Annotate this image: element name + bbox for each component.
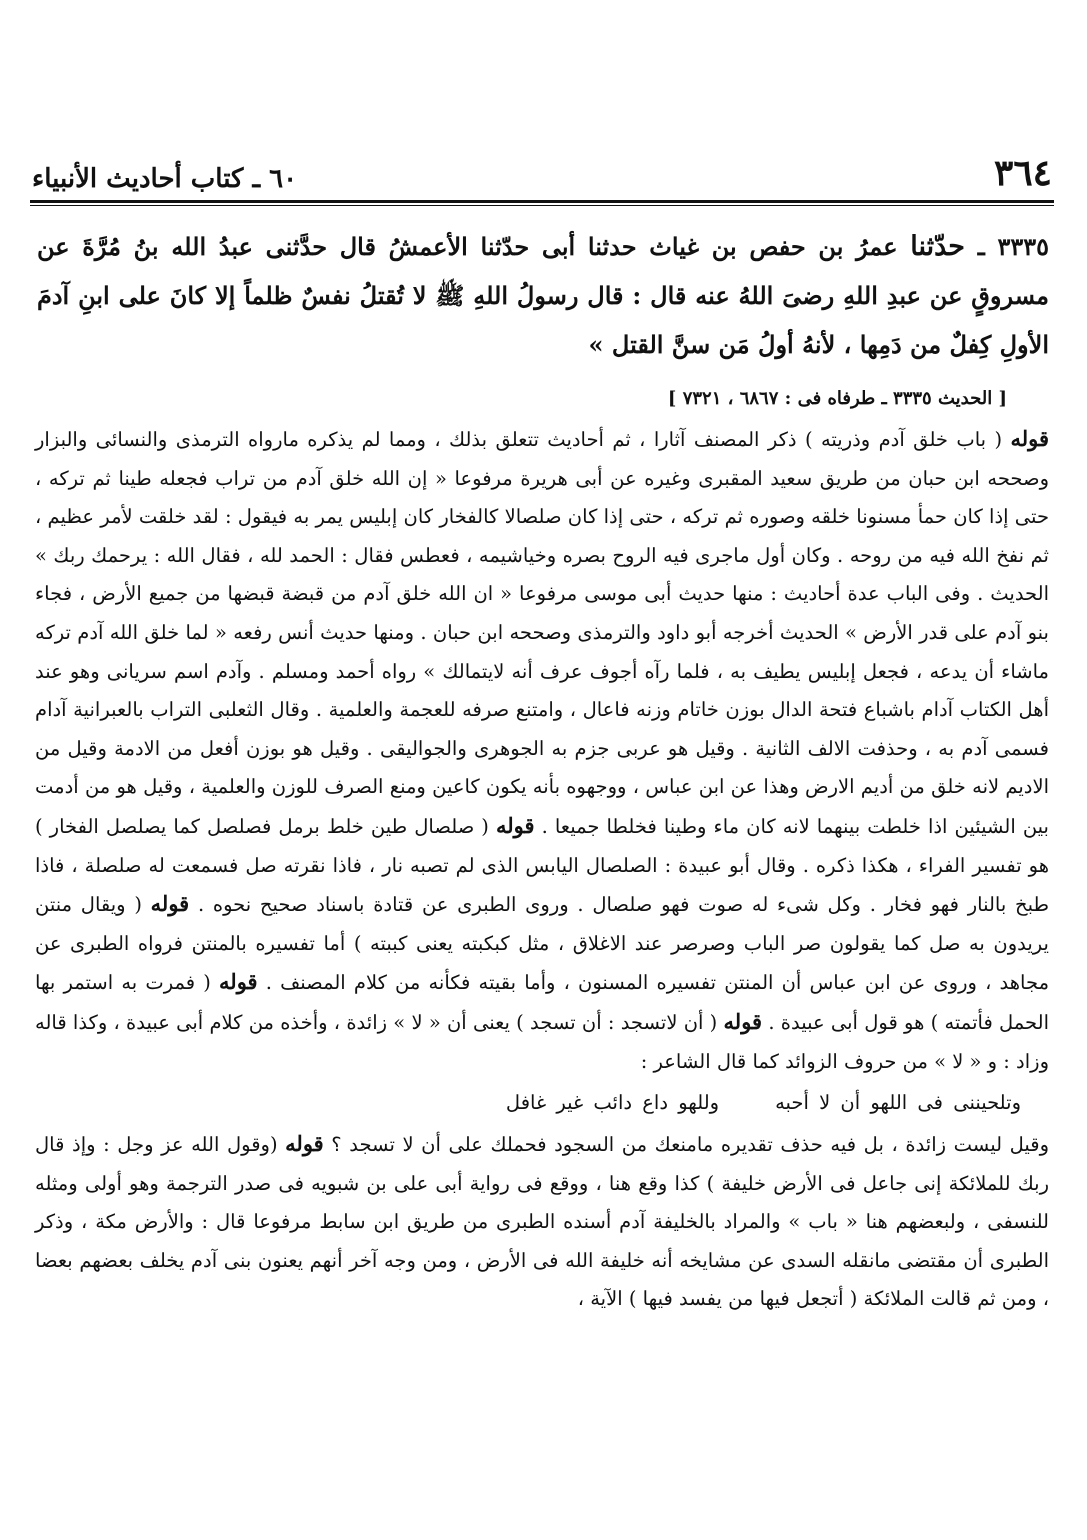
hadith-text [37,222,1049,369]
qawluhu-marker: قوله [219,969,258,995]
header-rule-thin [30,205,1054,206]
poetry-verse [35,1081,1049,1125]
page-header [32,150,1052,194]
header-rule [30,200,1054,203]
hadith-cross-reference: [ الحديث ٣٣٣٥ ـ طرفاه فى : ٦٨٦٧ ، ٧٣٢١ ] [667,388,1007,409]
commentary-text: ( باب خلق آدم وذريته ) ذكر المصنف آثارا ، ثم أحاديث تتعلق بذلك ، ومما لم يذكره مارواه الترمذى والنسائى والبزار وصححه ابن حبان من طريق سعيد المقبرى وغيره عن أبى هريرة مرفوعا « إن الله خلق آدم من تراب فجعله طينا ثم تركه ، حتى إذا كان حمأ مسنونا خلقه وصوره ثم تركه ، حتى إذا كان صلصالا كالفخار كان إبليس يمر به فيقول : لقد خلقت لأمر عظيم ، ثم نفخ الله فيه من روحه . وكان أول ماجرى فيه الروح بصره وخياشيمه ، فعطس فقال : الحمد لله ، فقال الله : يرحمك ربك » الحديث . وفى الباب عدة أحاديث : منها حديث أبى موسى مرفوعا « ان الله خلق آدم من قبضة قبضها من جميع الأرض ، فجاء بنو آدم على قدر الأرض » الحديث أخرجه أبو داود والترمذى وصححه ابن حبان . ومنها حديث أنس رفعه « لما خلق الله آدم تركه ماشاء أن يدعه ، فجعل إبليس يطيف به ، فلما رآه أجوف عرف أنه لايتمالك » رواه أحمد ومسلم . وآدم اسم سريانى وهو عند أهل الكتاب آدام باشباع فتحة الدال بوزن خاتام وزنه فاعال ، وامتنع صرفه للعجمة والعلمية . وقال الثعلبى التراب بالعبرانية آدام فسمى آدم به ، وحذفت الالف الثانية . وقيل هو عربى جزم به الجوهرى والجواليقى . وقيل هو بوزن أفعل من الادمة وقيل من الاديم لانه خلق من أديم الارض وهذا عن ابن عباس ، ووجهوه بأنه يكون كاعين ومنع الصرف للوزن والعلمية ، وقيل هو من أدمت بين الشيئين اذا خلطت بينهما لانه كان ماء وطينا فخلطا جميعا . [35,428,1049,838]
qawluhu-marker: قوله [150,891,190,917]
commentary-text: ( ويقال منتن يريدون به صل كما يقولون صر الباب وصرصر عند الاغلاق ، مثل كبكبته يعنى كببته ) أما تفسيره بالمنتن فرواه الطبرى عن مجاهد ، وروى عن ابن عباس أن المنتن تفسيره المسنون ، وأما بقيته فكأنه من كلام المصنف . [35,893,1050,995]
hadith-body: عمرُ بن حفص بن غياث حدثنا أبى حدّثنا الأعمشُ قال حدَّثنى عبدُ الله بنُ مُرَّةَ عن مسروقٍ عن عبدِ اللهِ رضىَ اللهُ عنه قال : قال رسولُ اللهِ ﷺ لا تُقتلُ نفسٌ ظلماً إلا كانَ على ابنِ آدمَ الأولِ كِفلٌ من دَمِها ، لأنهُ أولُ مَن سنَّ القتل » [37,232,1049,359]
qawluhu-marker: قوله [1010,426,1049,451]
verse-first-hemistich: وتلحيننى فى اللهو أن لا أحبه [775,1091,1021,1115]
qawluhu-marker: قوله [285,1131,324,1157]
commentary-text: ( أن لاتسجد : أن تسجد ) يعنى أن « لا » زائدة ، وأخذه من كلام أبى عبيدة ، وكذا قاله وزاد : و « لا » من حروف الزوائد كما قال الشاعر : [35,1010,1049,1073]
commentary-paragraph [35,420,1049,1081]
verse-second-hemistich: وللهو داع دائب غير غافل [505,1091,720,1115]
commentary-text: ( فمرت به استمر بها الحمل فأتمته ) هو قول أبى عبيدة . [35,971,1049,1034]
commentary-paragraph [35,1125,1049,1319]
running-title: ٦٠ ـ كتاب أحاديث الأنبياء [32,164,298,194]
hadith-opening-word: حدّثنا [910,231,965,262]
commentary-text: ( صلصال طين خلط برمل فصلصل كما يصلصل الفخار ) هو تفسير الفراء ، هكذا ذكره . وقال أبو عبيدة : الصلصال اليابس الذى لم تصبه نار ، فاذا نقرته صل فسمعت له صلصلة ، فاذا طبخ بالنار فهو فخار . وكل شىء له صوت فهو صلصال . وروى الطبرى عن قتادة باسناد صحيح نحوه . [35,814,1049,917]
commentary-text: (وقول الله عز وجل : وإذ قال ربك للملائكة إنى جاعل فى الأرض خليفة ) كذا وقع هنا ، ووقع فى رواية أبى على بن شبويه فى صدر الترجمة وهو أولى ومثله للنسفى ، ولبعضهم هنا « باب » والمراد بالخليفة آدم أسنده الطبرى من طريق ابن سابط مرفوعا قال : والأرض مكة ، وذكر الطبرى أن مقتضى مانقله السدى عن مشايخه أنه خليفة الله فى الأرض ، ومن وجه آخر أنهم يعنون بنى آدم يخلف بعضهم بعضا ، ومن ثم قالت الملائكة ( أتجعل فيها من يفسد فيها ) الآية ، [35,1133,1049,1311]
qawluhu-marker: قوله [495,812,535,838]
commentary-text: وقيل ليست زائدة ، بل فيه حذف تقديره مامنعك من السجود فحملك على أن لا تسجد ؟ [331,1133,1050,1157]
commentary [35,420,1049,1319]
page-number: ٣٦٤ [993,152,1052,194]
hadith-number: ٣٣٣٥ ـ [977,232,1049,261]
qawluhu-marker: قوله [723,1008,763,1034]
